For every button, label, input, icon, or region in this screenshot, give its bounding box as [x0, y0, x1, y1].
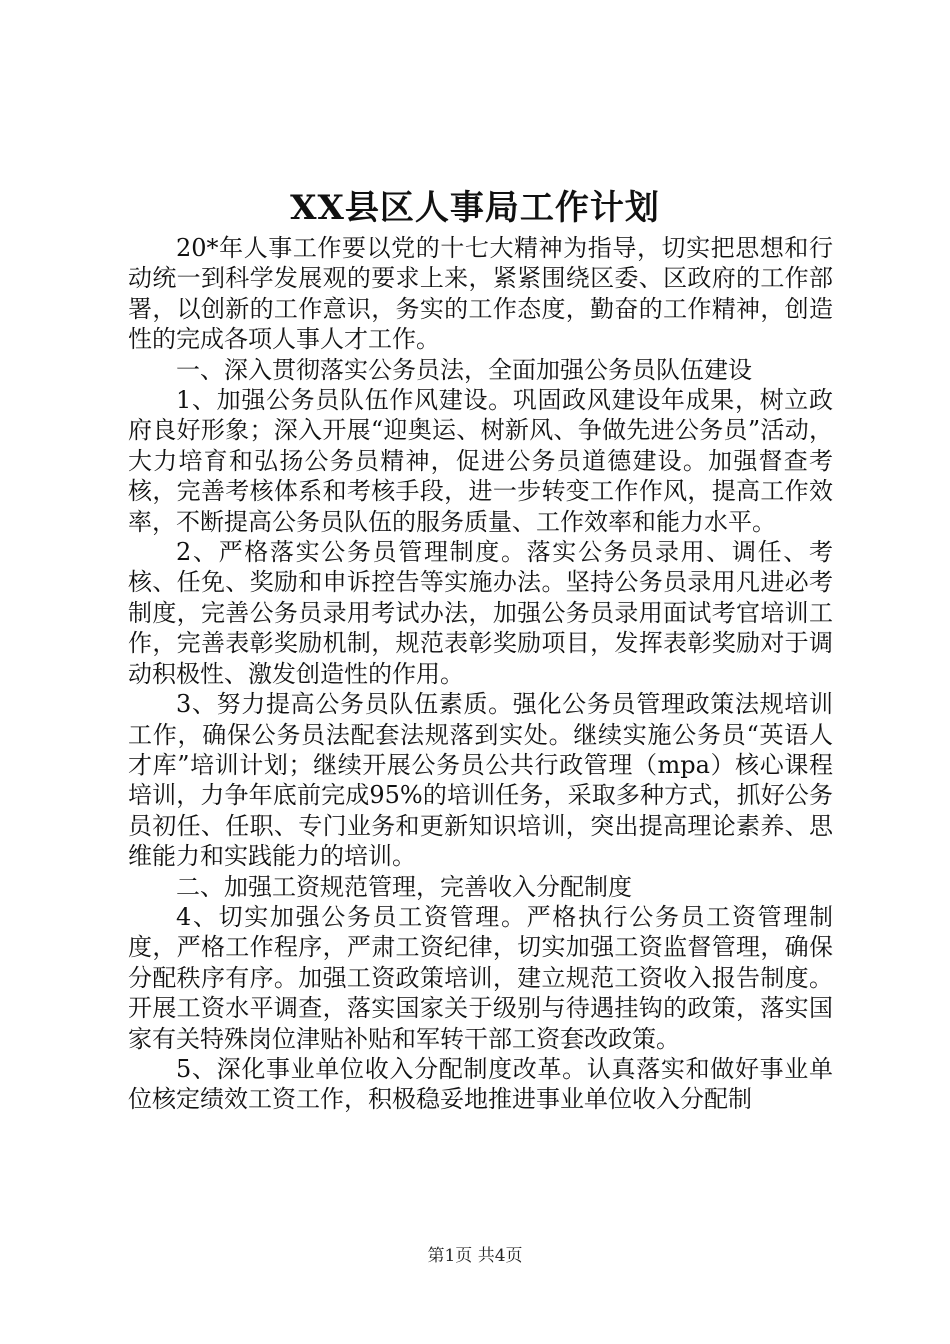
item-paragraph-4: 4、切实加强公务员工资管理。严格执行公务员工资管理制度，严格工作程序，严肃工资纪律，切实加强工资监督管理，确保分配秩序有序。加强工资政策培训，建立规范工资收入报告制度。开展工资水平调查，落实国家关于级别与待遇挂钩的政策，落实国家有关特殊岗位津贴补贴和军转干部工资套改政策。 — [128, 902, 833, 1053]
item-paragraph-5: 5、深化事业单位收入分配制度改革。认真落实和做好事业单位核定绩效工资工作，积极稳妥地推进事业单位收入分配制 — [128, 1054, 833, 1114]
item-paragraph-2: 2、严格落实公务员管理制度。落实公务员录用、调任、考核、任免、奖励和申诉控告等实施办法。坚持公务员录用凡进必考制度，完善公务员录用考试办法，加强公务员录用面试考官培训工作，完善表彰奖励机制，规范表彰奖励项目，发挥表彰奖励对于调动积极性、激发创造性的作用。 — [128, 538, 833, 688]
document-body — [128, 233, 833, 1115]
intro-paragraph: 20*年人事工作要以党的十七大精神为指导，切实把思想和行动统一到科学发展观的要求上来，紧紧围绕区委、区政府的工作部署，以创新的工作意识，务实的工作态度，勤奋的工作精神，创造性的完成各项人事人才工作。 — [128, 234, 833, 354]
document-title: XX县区人事局工作计划 — [290, 188, 660, 228]
section-heading-2: 二、加强工资规范管理，完善收入分配制度 — [176, 872, 632, 901]
page-number-footer: 第1页 共4页 — [427, 1246, 523, 1266]
item-paragraph-1: 1、加强公务员队伍作风建设。巩固政风建设年成果，树立政府良好形象；深入开展“迎奥运、树新风、争做先进公务员”活动，大力培育和弘扬公务员精神，促进公务员道德建设。加强督查考核，完善考核体系和考核手段，进一步转变工作作风，提高工作效率，不断提高公务员队伍的服务质量、工作效率和能力水平。 — [128, 386, 833, 536]
item-paragraph-3: 3、努力提高公务员队伍素质。强化公务员管理政策法规培训工作，确保公务员法配套法规落到实处。继续实施公务员“英语人才库”培训计划；继续开展公务员公共行政管理（mpa）核心课程培训，力争年底前完成95%的培训任务，采取多种方式，抓好公务员初任、任职、专门业务和更新知识培训，突出提高理论素养、思维能力和实践能力的培训。 — [128, 690, 833, 871]
section-heading-1: 一、深入贯彻落实公务员法，全面加强公务员队伍建设 — [176, 355, 752, 384]
